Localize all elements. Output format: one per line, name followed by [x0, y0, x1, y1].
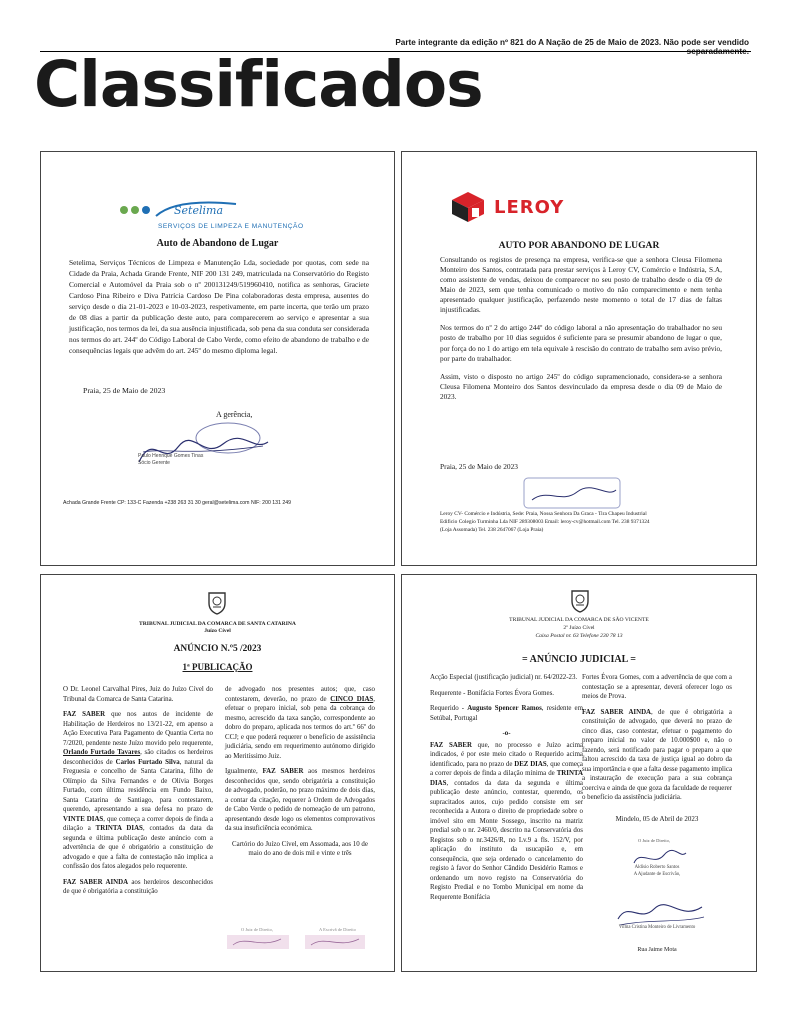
- ad3-paragraph: FAZ SABER que nos autos de incidente de Habilitação de Herdeiros no 13/21-22, em apenso a Ação Executiva Para Pagamento de Quantia Certa no 7/2020, pendente neste Juízo movido pelo requerente, Orlando Furtado Tavares, são citados os herdeiros desconhecidos de Carlos Furtado Silva, natural da Freguesia e concelho de Santa Catarina, filho de Olímpio da Silva Fernandes e de Olívia Borges Furtado, com última residência em Fundo Baixo, Santa Catarina de Santiago, para contestarem, querendo, apresentando a sua defesa no prazo de VINTE DIAS, que começa a correr depois de finda a dilação a TRINTA DIAS, contados da data da segunda e última publicação deste anúncio com a advertência de que é obrigatório a constituição de advogado e que a falta de contestação não implica a confissão dos fatos alegados pelo requerente.: [63, 711, 214, 871]
- ad2-footer-line: (Loja Assomada) Tel. 238 2647067 (Loja Praia): [440, 526, 544, 533]
- ad3-paragraph: Igualmente, FAZ SABER aos mesmos herdeiros desconhecidos que, sendo obrigatória a constituição de advogado, poderão, no prazo máximo de dois dias, a contar da citação, requerer à Ordem de Advogados de Cabo Verde o pedido de nomeação de um patrono, apresentando desde logo os elementos comprovativos da sua insuficiência económica.: [225, 768, 375, 833]
- ad1-signer-role: Sócio Gerente: [138, 460, 170, 466]
- ad2-body: [440, 255, 722, 410]
- ad4-column-2: [582, 673, 732, 809]
- ad4-signatories: [582, 865, 732, 878]
- ad4-paragraph: Fortes Évora Gomes, com a advertência de que com a contestação se a apresentar, deverá oferecer logo os meios de Prova.: [582, 674, 732, 701]
- edition-note: Parte integrante da edição nº 821 do A Nação de 25 de Maio de 2023. Não pode ser vendido separadamente.: [395, 38, 749, 56]
- ad3-paragraph: Cartório do Juízo Cível, em Assomada, aos 10 de maio do ano de dois mil e vinte e três: [232, 840, 368, 858]
- setelima-logo: [116, 198, 316, 238]
- ad3-court-name: TRIBUNAL JUDICIAL DA COMARCA DE SANTA CATARINA: [139, 621, 296, 627]
- ad4-paragraph: Requerente - Bonifácia Fortes Évora Gomes.: [430, 689, 554, 697]
- ad3-paragraph: FAZ SABER AINDA aos herdeiros desconhecidos de que é obrigatória a constituição: [63, 878, 213, 896]
- ad4-judge-name: Vilma Cristina Monteiro de Livramento: [618, 925, 696, 930]
- ad3-court-section: Juízo Cível: [204, 628, 231, 635]
- ad-setelima: [40, 151, 395, 566]
- ad4-separator: -o-: [502, 730, 511, 738]
- ad4-date: Mindelo, 05 de Abril de 2023: [615, 815, 699, 823]
- ad4-paragraph: FAZ SABER AINDA, de que é obrigatória a constituição de advogado, que deverá no prazo de cinco dias, caso contestar, efetuar o pagamento do preparo inicial no valor de 10.000$00 e, não o fazendo, será notificado para pagar o preparo a que faltou acrescido da taxa de justiça igual ao dobro da sua importância e que a falta desse pagamento implica a instauração de execução para a sua cobrança coerciva e ainda de que goza da faculdade de requerer o benefício da assistência judiciária.: [582, 708, 733, 802]
- ad4-court-contact: Caixa Postal nr. 63 Telefone 230 78 13: [535, 632, 623, 639]
- ad1-body: Setelima, Serviços Técnicos de Limpeza e Manutenção Lda, sociedade por quotas, com sede na Cidade da Praia, Achada Grande Frente, NIF 200 131 249, matriculada na Conservatório do Registo Comercial e Automóvel da Praia sob o nº 200131249/519960410, notifica as senhoras, Graciete Cardoso Pina Ribeiro e Diva Patrícia Cardoso De Pina colaboradoras desta empresa, ausentes do serviço desde o dia 21-01-2023 e 10-03-2023, respetivamente, em parte incerta, que terão um prazo de 08 dias a partir da publicação deste auto, para comparecerem ao serviço e apresentar a sua justificação, nos termos da lei, da sua ausência injustificada, sob pena da sua conduta ser considerada nos termos do art. 244º do Código Laboral de Cabo Verde, como efeito de abandono de trabalho e de consequências legais que advêm do art. 245º do mesmo diploma legal.: [69, 258, 369, 355]
- ad2-footer-line: Leroy CV- Comércio e Indústria, Sede: Praia, Nossa Senhora Da Graca - Tira Chapeu Industrial: [440, 511, 647, 517]
- ad2-paragraph: Consultando os registos de presença na empresa, verifica-se que a senhora Cleusa Filomena Monteiro dos Santos, contratada para prestar serviços à Leroy CV, Comércio e Indústria, S.A, como assistente de vendas, deixou de comparecer no seu posto de trabalho desde o dia 09 de Maio de 2023, sem que tenha comunicado o motivo do não comparecimento e nem tenha apresentado qualquer justificação, perfazendo neste momento o total de 17 dias de faltas injustificadas.: [440, 255, 722, 315]
- svg-text:A Escrivã de Direito: A Escrivã de Direito: [319, 927, 356, 932]
- ad1-footer: Achada Grande Frente CP: 133-C Fazenda +238 263 31 30 geral@setelima.com NIF: 200 131 249: [63, 500, 292, 506]
- ad2-stamp-signature: [522, 474, 622, 512]
- ad3-anuncio-number: ANÚNCIO N.º5 /2023: [173, 644, 262, 654]
- leroy-wordmark: LEROY: [494, 197, 565, 218]
- ad4-court-name: TRIBUNAL JUDICIAL DA COMARCA DE SÃO VICENTE: [509, 617, 649, 623]
- setelima-wordmark: Setelima: [174, 204, 224, 217]
- ad4-signatory-role: A Ajudante de Escrivão,: [633, 871, 681, 877]
- ad2-paragraph: Assim, visto o disposto no artigo 245º do código supramencionado, considera-se a senhora Cleusa Filomena Monteiro dos Santos desvinculado da empresa desde o dia 09 de Maio de 2023.: [440, 371, 722, 401]
- ad4-paragraph: Acção Especial (justificação judicial) nr. 64/2022-23.: [430, 674, 578, 681]
- ad2-paragraph: Nos termos do nº 2 do artigo 244º do código laboral a não apresentação do trabalhador no seu posto de trabalho por 10 dias seguidos é suficiente para se presumir abandono de lugar o que, por força do no 1 do artigo em tela equivale à rescisão do contrato de trabalho sem aviso prévio, por parte do trabalhador.: [440, 323, 722, 363]
- ad4-anuncio-title: = ANÚNCIO JUDICIAL =: [522, 654, 636, 665]
- ad4-paragraph: FAZ SABER que, no processo e Juízo acima indicados, é por este meio citado o Requerido acima identificado, para no prazo de DEZ DIAS, que começa a correr depois de finda a dilação mínima de TRINTA DIAS, contados da data da segunda e última publicação deste anúncio, contestar, querendo, os supracitados autos, cujo pedido consiste em ser reconhecida a Autora o direito de propriedade sobre o imóvel sito em Monte Sossego, inscrito na matriz predial sob o nr. 2460/0, descrito na Conservatória dos Registos sob o nr.3426/R, no Lv.9 a fls. 152/V, por aplicação do instituto da usucapião e, em consequência, que seja ordenado o cancelamento do registo à favor do Senhor Cândido Desidério Ramos e ordenando um novo registo na Conservatória do Registo Predial e no Tombo Municipal em nome da Requerente Bonifácia: [430, 741, 584, 901]
- ad4-court-header: [402, 617, 756, 640]
- ad1-title: Auto de Abandono de Lugar: [156, 238, 279, 249]
- ad3-column-2: [225, 685, 375, 865]
- ad4-signatory-name: Aldísio Roberto Santos: [634, 865, 680, 870]
- ad3-column-1: [63, 685, 213, 903]
- ad2-title: AUTO POR ABANDONO DE LUGAR: [498, 240, 660, 251]
- coat-of-arms-icon: [570, 589, 590, 613]
- ad-leroy: [401, 151, 757, 566]
- ad4-column-1: [430, 673, 583, 908]
- ad-tribunal-santa-catarina: [40, 574, 395, 972]
- ad3-paragraph: O Dr. Leonel Carvalhal Pires, Juiz do Juízo Cível do Tribunal da Comarca de Santa Catarina.: [63, 686, 213, 703]
- ad1-signer-name: Paulo Henrique Gomes Tinas: [138, 453, 204, 459]
- ad1-date: Praia, 25 de Maio de 2023: [83, 386, 166, 395]
- ad2-footer-line: Edificio Colegio Turminha Lda NIF 289308003 Email: leroy-cv@hotmail.com Tel. 238 9371324: [440, 518, 650, 525]
- ad2-date: Praia, 25 de Maio de 2023: [440, 462, 518, 471]
- ad1-signer: [138, 453, 203, 467]
- coat-of-arms-icon: [207, 591, 227, 615]
- setelima-tagline: SERVIÇOS DE LIMPEZA E MANUTENÇÃO: [158, 223, 304, 230]
- ad4-address: Rua Jaime Mota: [637, 947, 677, 953]
- ad-tribunal-sao-vicente: [401, 574, 757, 972]
- ad1-signoff: A gerência,: [216, 410, 253, 419]
- ad3-publicacao: 1ª PUBLICAÇÃO: [182, 662, 253, 672]
- ad3-paragraph: de advogado nos presentes autos; que, caso contestarem, deverão, no prazo de CINCO DIAS, efetuar o preparo inicial, sob pena da cobrança do mesmo, acrescido da taxa sanção, correspondente ao dobro do preparo, aplicada nos termos do art.º 66º do CCJ; e que poderá requerer o benefício de assistência judiciária, sendo em requerimento autónomo dirigido ao Meritíssimo Juiz.: [225, 686, 375, 760]
- ad4-paragraph: Requerido - Augusto Spencer Ramos, residente em Setúbal, Portugal: [430, 705, 583, 722]
- ad3-signature-stamps: [221, 923, 371, 955]
- svg-text:O Juiz de Direito,: O Juiz de Direito,: [241, 927, 273, 932]
- section-masthead: Classificados: [34, 48, 483, 121]
- svg-text:O Juiz de Direito,: O Juiz de Direito,: [638, 838, 670, 843]
- ad3-court-header: [41, 621, 394, 636]
- ad4-court-section: 2º Juízo Cível: [563, 624, 595, 631]
- ad2-footer: [440, 511, 730, 534]
